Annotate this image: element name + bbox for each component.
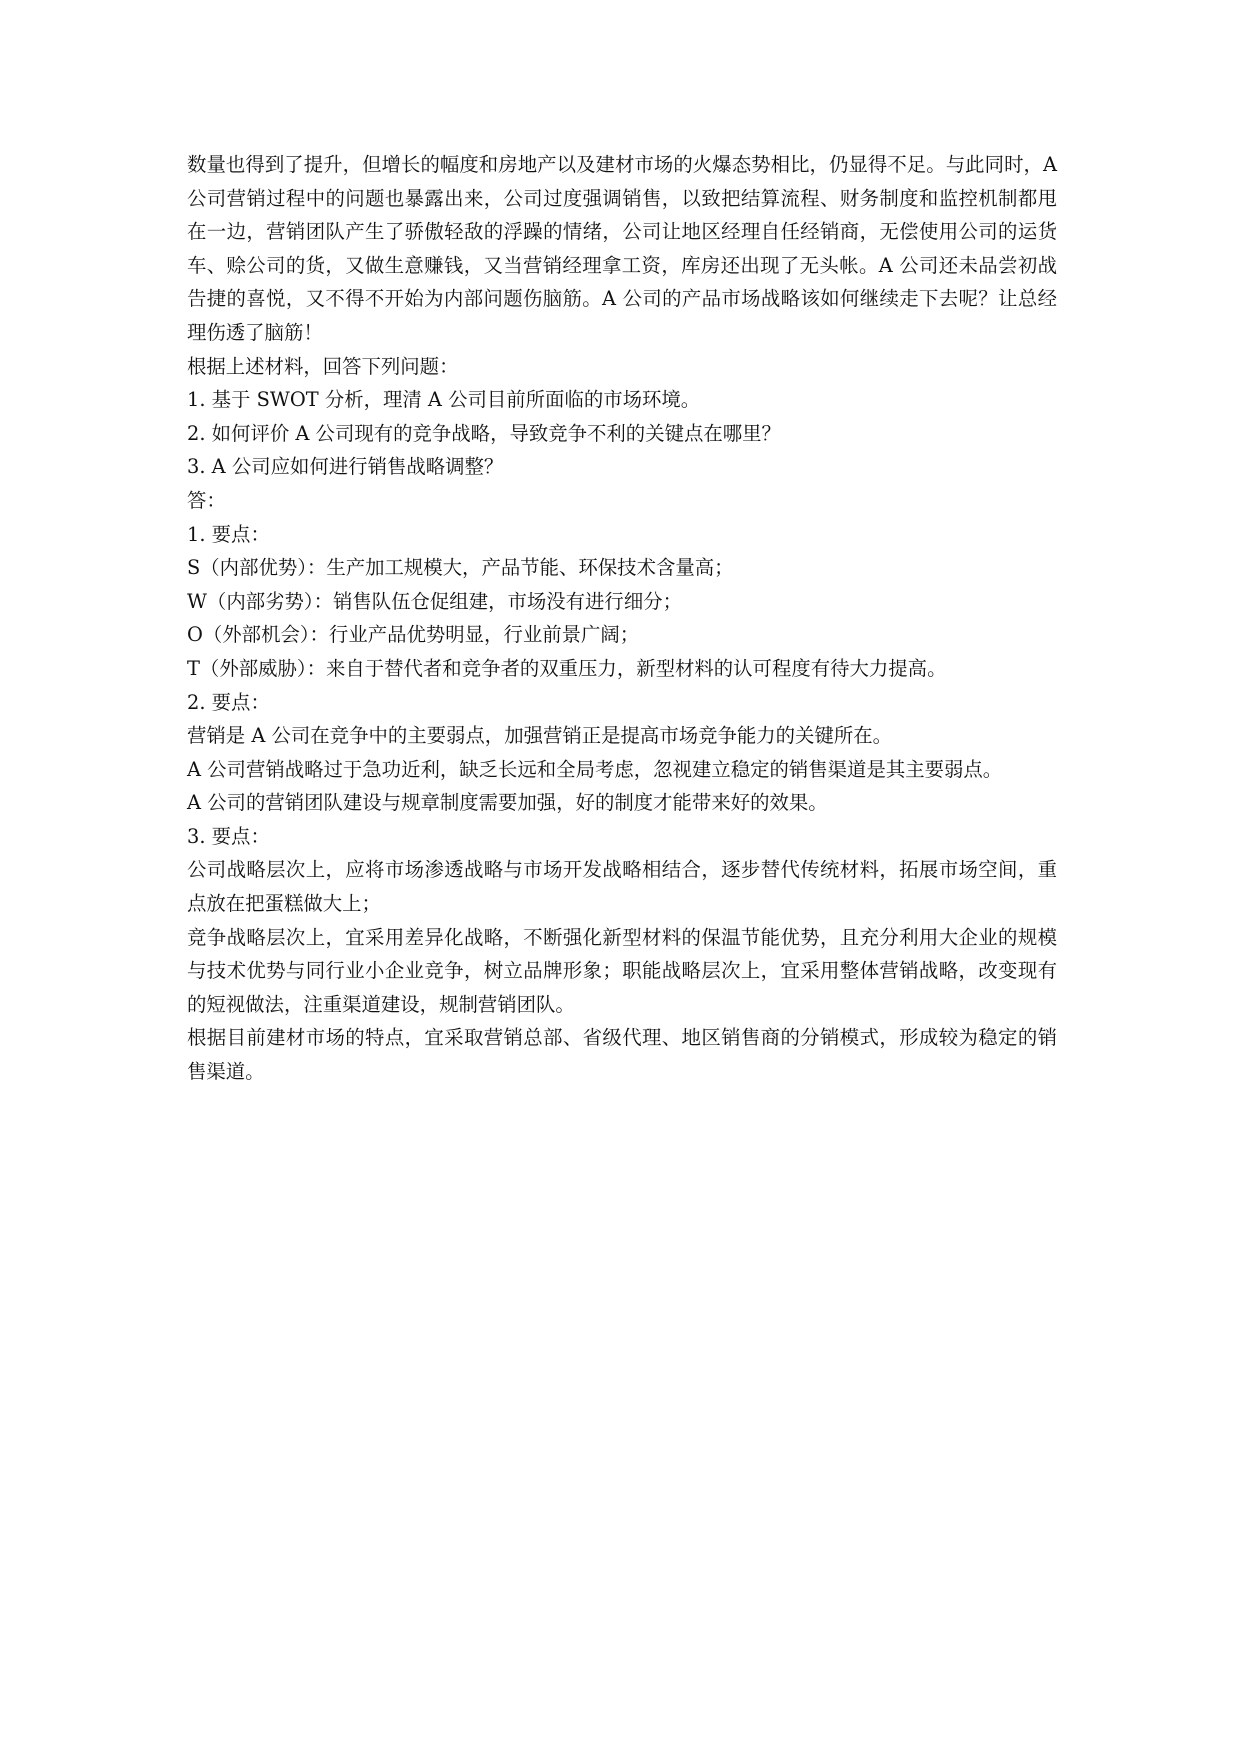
question-1: 1. 基于 SWOT 分析，理清 A 公司目前所面临的市场环境。 bbox=[187, 388, 701, 412]
document-body bbox=[187, 148, 1057, 1089]
answer-3-competitive-strategy: 竞争战略层次上，宜采用差异化战略，不断强化新型材料的保温节能优势，且充分利用大企业的规模与技术优势与同行业小企业竞争，树立品牌形象；职能战略层次上，宜采用整体营销战略，改变现有的短视做法，注重渠道建设，规制营销团队。 bbox=[187, 925, 1057, 1016]
answer-3-corporate-strategy: 公司战略层次上，应将市场渗透战略与市场开发战略相结合，逐步替代传统材料，拓展市场空间，重点放在把蛋糕做大上； bbox=[187, 858, 1057, 916]
answer-3-channel-strategy: 根据目前建材市场的特点，宜采取营销总部、省级代理、地区销售商的分销模式，形成较为稳定的销售渠道。 bbox=[187, 1026, 1057, 1084]
swot-threats: T（外部威胁）：来自于替代者和竞争者的双重压力，新型材料的认可程度有待大力提高。 bbox=[187, 656, 947, 680]
swot-weaknesses: W（内部劣势）：销售队伍仓促组建，市场没有进行细分； bbox=[187, 589, 682, 613]
answer-2-point-3: A 公司的营销团队建设与规章制度需要加强，好的制度才能带来好的效果。 bbox=[187, 791, 828, 815]
case-background-paragraph: 数量也得到了提升，但增长的幅度和房地产以及建材市场的火爆态势相比，仍显得不足。与此同时，A 公司营销过程中的问题也暴露出来，公司过度强调销售，以致把结算流程、财务制度和监控机制都甩在一边，营销团队产生了骄傲轻敌的浮躁的情绪，公司让地区经理自任经销商，无偿使用公司的运货车、赊公司的货，又做生意赚钱，又当营销经理拿工资，库房还出现了无头帐。A 公司还未品尝初战告捷的喜悦，又不得不开始为内部问题伤脑筋。A 公司的产品市场战略该如何继续走下去呢？让总经理伤透了脑筋！ bbox=[187, 153, 1057, 344]
answer-2-heading: 2. 要点： bbox=[187, 690, 270, 714]
answer-1-heading: 1. 要点： bbox=[187, 522, 270, 546]
question-2: 2. 如何评价 A 公司现有的竞争战略，导致竞争不利的关键点在哪里？ bbox=[187, 421, 781, 445]
swot-opportunities: O（外部机会）：行业产品优势明显，行业前景广阔； bbox=[187, 623, 640, 647]
question-intro: 根据上述材料，回答下列问题： bbox=[187, 354, 459, 378]
answer-2-point-2: A 公司营销战略过于急功近利，缺乏长远和全局考虑，忽视建立稳定的销售渠道是其主要弱点。 bbox=[187, 757, 1003, 781]
question-3: 3. A 公司应如何进行销售战略调整？ bbox=[187, 455, 504, 479]
answer-2-point-1: 营销是 A 公司在竞争中的主要弱点，加强营销正是提高市场竞争能力的关键所在。 bbox=[187, 724, 893, 748]
swot-strengths: S（内部优势）：生产加工规模大，产品节能、环保技术含量高； bbox=[187, 556, 734, 580]
answer-3-heading: 3. 要点： bbox=[187, 824, 270, 848]
answer-heading: 答： bbox=[187, 488, 226, 512]
